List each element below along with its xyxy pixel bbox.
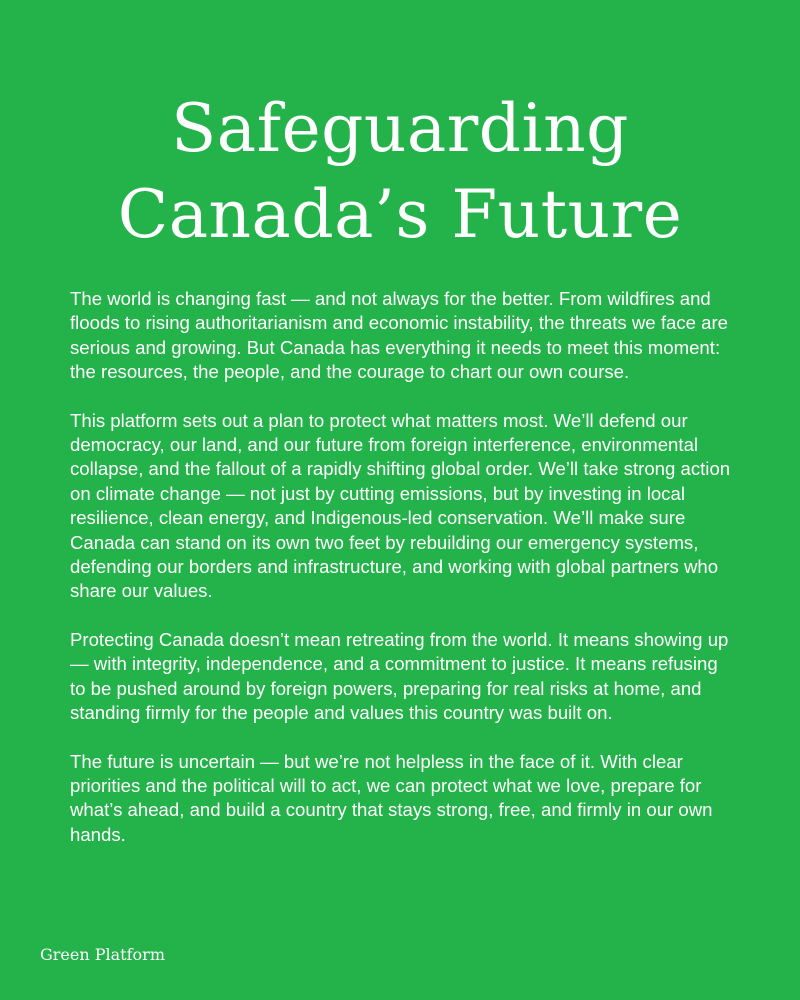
paragraph-3: Protecting Canada doesn’t mean retreating from the world. It means showing up — with integrity, independence, and a commitment to justice. It means refusing to be pushed around by foreign powers, preparing for real risks at home, and standing firmly for the people and values this country was built on.	[70, 628, 729, 724]
body-text	[70, 287, 738, 871]
page-title	[0, 86, 800, 258]
paragraph-4: The future is uncertain — but we’re not helpless in the face of it. With clear priorities and the political will to act, we can protect what we love, prepare for what’s ahead, and build a country that stays strong, free, and firmly in our own hands.	[70, 750, 713, 845]
footer-label: Green Platform	[40, 945, 165, 964]
title-line-2: Canada’s Future	[117, 176, 683, 253]
paragraph-2: This platform sets out a plan to protect what matters most. We’ll defend our democracy, our land, and our future from foreign interference, environmental collapse, and the fallout of a rapidly shifting global order. We’ll take strong action on climate change — not just by cutting emissions, but by investing in local resilience, clean energy, and Indigenous-led conservation. We’ll make sure Canada can stand on its own two feet by rebuilding our emergency systems, defending our borders and infrastructure, and working with global partners who share our values.	[70, 409, 731, 602]
title-line-1: Safeguarding	[171, 90, 629, 167]
paragraph-1: The world is changing fast — and not always for the better. From wildfires and floods to rising authoritarianism and economic instability, the threats we face are serious and growing. But Canada has everything it needs to meet this moment: the resources, the people, and the courage to chart our own course.	[70, 288, 728, 383]
